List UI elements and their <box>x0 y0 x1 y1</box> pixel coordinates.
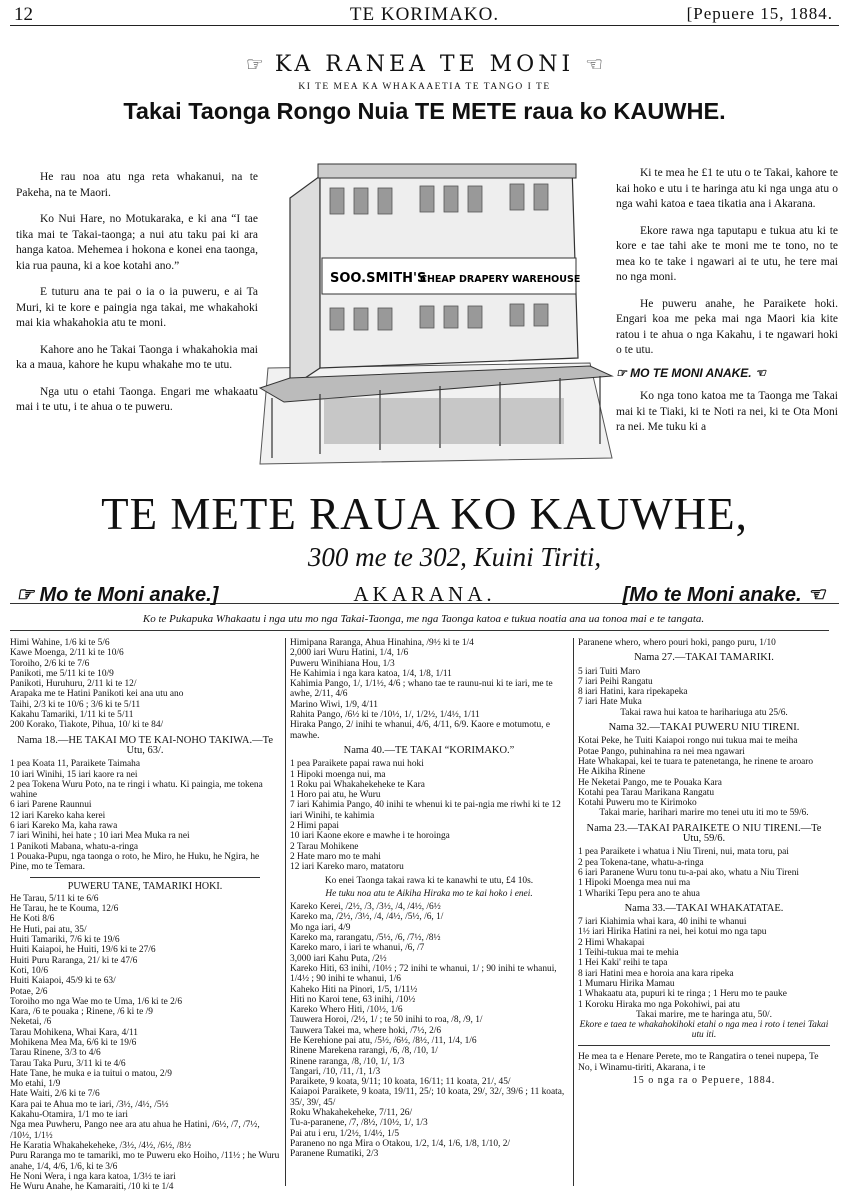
list-item: 2 Hate maro mo te mahi <box>290 851 381 862</box>
list-item: Puweru Winihiana Hou, 1/3 <box>290 658 395 669</box>
issue-date: [Pepuere 15, 1884. <box>686 4 833 23</box>
ad-headline-text: KA RANEA TE MONI <box>274 52 575 77</box>
list-item: Kotahi pea Tarau Marikana Rangatu <box>578 787 715 798</box>
item-list <box>10 894 280 1192</box>
list-item: Hiraka Pango, 2/ inihi te whanui, 4/6, 4/11, 6/9. Kaore e motumotu, e mawhe. <box>290 720 553 741</box>
price-column-1 <box>10 638 280 1192</box>
ad-right-paragraph: Ko nga tono katoa me ta Taonga me Takai mai ki te Tiaki, ki te Noti ra nei, ki te Ota Moni ra nei. Me tuku ki a <box>616 390 838 433</box>
section-heading: Nama 40.—TE TAKAI “KORIMAKO.” <box>343 744 515 756</box>
list-item: 2 Himi papai <box>290 821 339 832</box>
list-item: 1 Mumaru Hirika Mamau <box>578 978 675 989</box>
section-price: Ko enei Taonga takai rawa ki te kanawhi te utu, £4 10s. <box>324 875 534 886</box>
pointing-hand-left-icon: ☜ <box>585 52 604 76</box>
list-item: Kakahu Tamariki, 1/11 ki te 5/11 <box>10 710 134 721</box>
list-item: 8 iari Hatini mea e horoia ana kara ripeka <box>578 968 734 979</box>
list-item: Arapaka me te Hatini Panikoti kei ana utu ano <box>10 689 184 700</box>
firm-address: 300 me te 302, Kuini Tiriti, <box>307 542 602 572</box>
list-item: He Wuru Anahe, he Kamaraiti, /10 ki te 1/4 <box>10 1182 174 1192</box>
ad-headline <box>10 52 839 77</box>
section-heading: PUWERU TANE, TAMARIKI HOKI. <box>67 880 223 892</box>
imprint <box>578 1051 830 1086</box>
building-sign-text: SOO.SMITH'S <box>330 271 427 286</box>
list-item: Tangari, /10, /11, /1, 1/3 <box>290 1066 381 1077</box>
list-item: Panikoti, Huruhuru, 2/11 ki te 12/ <box>10 679 137 690</box>
column-divider <box>573 638 574 1186</box>
column-divider <box>285 638 286 1186</box>
list-item: 1 Teihi-tukua mai te mehia <box>578 948 679 959</box>
list-item: Nga mea Puwheru, Pango nee ara atu ahua he Hatini, /6½, /7, /7½, /10½, 1/1½ <box>10 1120 263 1141</box>
list-item: Taihi, 2/3 ki te 10/6 ; 3/6 ki te 5/11 <box>10 699 141 710</box>
section-heading: Nama 18.—HE TAKAI MO TE KAI-NOHO TAKIWA.—Te Utu, 63/. <box>17 734 273 756</box>
advertisement <box>10 26 839 604</box>
divider <box>10 630 829 631</box>
list-item: Kawe Moenga, 2/11 ki te 10/6 <box>10 648 124 659</box>
list-item: 1 Hipoki Moenga mea nui ma <box>578 878 691 889</box>
list-item: Neketai, /6 <box>10 1017 52 1028</box>
section-heading: Nama 23.—TAKAI PARAIKETE O NIU TIRENI.—Te Utu, 59/6. <box>586 822 822 845</box>
list-item: Rahita Pango, /6½ ki te /10½, 1/, 1/2½, 1/4½, 1/11 <box>290 710 480 721</box>
list-item: 1 Hipoki moenga nui, ma <box>290 769 386 780</box>
item-list <box>290 759 568 872</box>
list-item: Kareko Kerei, /2½, /3, /3½, /4, /4½, /6½ <box>290 902 441 913</box>
list-item: Koti, 10/6 <box>10 965 49 976</box>
list-item: 5 iari Tuiti Maro <box>578 666 641 677</box>
list-item: Potae Pango, puhinahina ra nei mea ngawari <box>578 746 745 757</box>
list-item: Paraikete, 9 koata, 9/11; 10 koata, 16/11; 11 koata, 21/, 45/ <box>290 1077 511 1088</box>
list-item: He Kerehione pai atu, /5½, /6½, /8½, /11, 1/4, 1/6 <box>290 1035 477 1046</box>
item-list <box>578 847 830 898</box>
list-item: 1 pea Koata 11, Paraikete Taimaha <box>10 759 141 770</box>
list-item: Puru Raranga mo te tamariki, mo te Puweru eko Hoiho, /11½ ; he Wuru anahe, 1/4, 4/6, 1/6, ki te 3/6 <box>10 1151 282 1172</box>
list-item: He Huti, pai atu, 35/ <box>10 924 87 935</box>
list-item: Pai atu i eru, 1/2½, 1/4½, 1/5 <box>290 1128 400 1139</box>
divider <box>578 1045 830 1046</box>
list-item: Kakahu-Otamira, 1/1 mo te iari <box>10 1110 128 1121</box>
price-column-3 <box>578 638 830 1086</box>
section-heading: Nama 33.—TAKAI WHAKATATAE. <box>624 902 784 914</box>
list-item: Toroiho mo nga Wae mo te Uma, 1/6 ki te 2/6 <box>10 996 183 1007</box>
ad-left-paragraph: Ko Nui Hare, no Motukaraka, e ki ana “I tae tika mai te Takai-taonga; a nui atu taku pai ki ara hanga katoa. Mehemea i hokona e konei ena taonga, kia rua pauna, ki a koe kotahi ano.” <box>16 213 258 272</box>
list-item: Kareko ma, rarangatu, /5½, /6, /7½, /8½ <box>290 933 441 944</box>
list-item: He Tarau, he te Kouma, 12/6 <box>10 904 119 915</box>
list-item: Kotai Peke, he Tuiti Kaiapoi rongo nui tukua mai te meiha <box>578 736 798 747</box>
list-item: Roku Whakahekeheke, 7/11, 26/ <box>290 1108 413 1119</box>
ad-left-paragraph: Nga utu o etahi Taonga. Engari me whakaatu mai i te utu, i te ahua o te puweru. <box>16 385 258 413</box>
list-item: 7 iari Hate Muka <box>578 697 642 708</box>
cash-only-note: ☞ MO TE MONI ANAKE. ☜ <box>616 365 766 380</box>
catalogue-intro: Ko te Pukapuka Whakaatu i nga utu mo nga Takai-Taonga, me nga Taonga katoa e tukua noatia ana ua tonoa mai e te tangata. <box>142 613 705 625</box>
list-item: Hiti no Karoi tene, 63 inihi, /10½ <box>290 994 416 1005</box>
ad-subheadline: KI TE MEA KA WHAKAAETIA TE TANGO I TE <box>298 82 551 92</box>
list-item: Rinene raranga, /8, /10, 1/, 1/3 <box>290 1056 405 1067</box>
section-note: He tuku noa atu te Aikiha Hiraka mo te kai hoko i enei. <box>325 888 533 899</box>
list-item: 12 iari Kareko kaha kerei <box>10 810 106 821</box>
item-list <box>578 736 830 808</box>
list-item: Panikoti, me 5/11 ki te 10/9 <box>10 668 114 679</box>
list-item: Tauwera Takei ma, where hoki, /7½, 2/6 <box>290 1025 442 1036</box>
imprint-text: He mea ta e Henare Perete, mo te Rangatira o tenei nupepa, Te No, i Winamu-tiriti, Akarana, i te <box>578 1050 819 1073</box>
list-item: Rinene Marekena rarangi, /6, /8, /10, 1/ <box>290 1046 438 1057</box>
cash-only-left: ☞ Mo te Moni anake.] <box>16 584 219 606</box>
item-list <box>290 638 568 741</box>
list-item: 8 iari Hatini, kara ripekapeka <box>578 687 688 698</box>
list-item: Kareko maro, i iari te whanui, /6, /7 <box>290 943 425 954</box>
list-item: 10 iari Winihi, 15 iari kaore ra nei <box>10 769 138 780</box>
list-item: Paraneno no nga Mira o Otakou, 1/2, 1/4, 1/6, 1/8, 1/10, 2/ <box>290 1138 511 1149</box>
ad-right-paragraph: He puweru anahe, he Paraikete hoki. Engari koa me peka mai nga Maori kia kite ratou i te ahua o nga Kakahu, i te ngawari hoki o te utu. <box>616 297 838 356</box>
divider <box>30 877 260 878</box>
section-heading: Nama 27.—TAKAI TAMARIKI. <box>634 652 774 664</box>
list-item: 6 iari Paranene Wuru tonu tu-a-pai ako, whatu a Niu Tireni <box>578 867 800 878</box>
building-sign-text-2: CHEAP DRAPERY WAREHOUSE <box>420 274 581 285</box>
list-item: 1 Panikoti Mabana, whatu-a-ringa <box>10 841 139 852</box>
list-item: Toroiho, 2/6 ki te 7/6 <box>10 658 90 669</box>
ad-left-column <box>16 170 258 427</box>
list-item: Huiti Tamariki, 7/6 ki te 19/6 <box>10 935 120 946</box>
list-item: 1½ iari Hirika Hatini ra nei, hei kotui mo nga tapu <box>578 927 767 938</box>
list-item: 1 pea Paraikete i whatua i Niu Tireni, nui, mata toru, pai <box>578 847 789 858</box>
list-item: 1 Hei Kaki' reihi te tapa <box>578 958 668 969</box>
list-item: Kareko Whero Hiti, /10½, 1/6 <box>290 1005 403 1016</box>
list-item: 7 iari Kiahimia whai kara, 40 inihi te whanui <box>578 917 747 928</box>
list-item: Kareko ma, /2½, /3½, /4, /4½, /5½, /6, 1/ <box>290 912 444 923</box>
list-item: 1 Roku pai Whakahekeheke te Kara <box>290 779 425 790</box>
list-item: Kareko Hiti, 63 inihi, /10½ ; 72 inihi te whanui, 1/ ; 90 inihi te whanui, 1/4½ ; 90 inihi te whanui, 1/6 <box>290 963 559 985</box>
ad-left-paragraph: He rau noa atu nga reta whakanui, na te Pakeha, na te Maori. <box>16 171 258 199</box>
list-item: Paranene Rumatiki, 2/3 <box>290 1149 379 1160</box>
list-item: Paranene whero, whero pouri hoki, pango puru, 1/10 <box>578 638 776 648</box>
list-item: 200 Korako, Tiakote, Pihua, 10/ ki te 84/ <box>10 720 164 731</box>
list-item: 6 iari Parene Raunnui <box>10 800 92 811</box>
list-item: 1 Whakaatu ata, pupuri ki te ringa ; 1 Heru mo te pauke <box>578 989 787 1000</box>
list-item: 1 Whariki Tepu pera ano te ahua <box>578 888 700 899</box>
list-item: Mo etahi, 1/9 <box>10 1079 61 1090</box>
section-price: Takai rawa hui katoa te harihariuga atu 25/6. <box>620 707 788 718</box>
list-item: Huiti Puru Raranga, 21/ ki te 47/6 <box>10 955 138 966</box>
list-item: 7 iari Peihi Rangatu <box>578 676 653 687</box>
pointing-hand-right-icon: ☞ <box>245 52 264 76</box>
list-item: He Neketai Pango, me te Pouaka Kara <box>578 777 722 788</box>
list-item: Kotahi Puweru mo te Kirimoko <box>578 798 697 809</box>
list-item: 2,000 iari Wuru Hatini, 1/4, 1/6 <box>290 648 409 659</box>
list-item: 2 Tarau Mohikene <box>290 841 359 852</box>
masthead <box>10 4 839 26</box>
list-item: Himipana Raranga, Ahua Hinahina, /9½ ki te 1/4 <box>290 638 474 648</box>
list-item: 2 pea Tokena Wuru Poto, na te ringi i whatu. Ki paingia, me tokena wahine <box>10 779 266 801</box>
section-heading: Nama 32.—TAKAI PUWERU NIU TIRENI. <box>608 722 800 734</box>
ad-right-column <box>616 166 838 447</box>
list-item: 3,000 iari Kahu Puta, /2½ <box>290 953 387 964</box>
item-list <box>10 638 280 731</box>
list-item: He Aikiha Rinene <box>578 767 646 778</box>
item-list <box>578 667 830 708</box>
list-item: Kara, /6 te pouaka ; Rinene, /6 ki te /9 <box>10 1007 153 1018</box>
list-item: Hate Waiti, 2/6 ki te 7/6 <box>10 1089 100 1100</box>
list-item: Tauwera Horoi, /2½, 1/ ; te 50 inihi to roa, /8, /9, 1/ <box>290 1015 483 1026</box>
list-item: Tarau Mohikena, Whai Kara, 4/11 <box>10 1027 138 1038</box>
list-item: Himi Wahine, 1/6 ki te 5/6 <box>10 638 110 648</box>
list-item: He Tarau, 5/11 ki te 6/6 <box>10 893 99 904</box>
list-item: 7 iari Winihi, hei hate ; 10 iari Mea Muka ra nei <box>10 831 190 842</box>
list-item: 2 Himi Whakapai <box>578 937 645 948</box>
list-item: Potae, 2/6 <box>10 986 48 997</box>
list-item: 1 Horo pai atu, he Wuru <box>290 790 381 801</box>
firm-city: AKARANA. <box>353 582 496 606</box>
ad-right-paragraph: Ki te mea he £1 te utu o te Takai, kahore te kai hoko e utu i te haringa atu ki nga unga atu o nga wahi katoa e taea tikatia ana i Akarana. <box>616 167 838 210</box>
item-list <box>290 902 568 1159</box>
page-number: 12 <box>14 4 33 25</box>
list-item: 7 iari Kahimia Pango, 40 inihi te whenui ki te pai-ngia me riwhi ki te 12 iari Winihi, te kahimia <box>290 800 564 821</box>
ad-banner: Takai Taonga Rongo Nuia TE METE raua ko KAUWHE. <box>123 98 726 124</box>
price-column-2 <box>290 638 568 1160</box>
list-item: Huiti Kaiapoi, 45/9 ki te 63/ <box>10 976 116 987</box>
section-price: Takai marie, harihari marire mo tenei utu iti mo te 59/6. <box>599 808 809 819</box>
list-item: 1 Pouaka-Pupu, nga taonga o roto, he Miro, he Huku, he Ngira, he Pine, mo te Temara. <box>10 851 262 873</box>
list-item: Huiti Kaiapoi, he Huiti, 19/6 ki te 27/6 <box>10 945 156 956</box>
list-item: Kahimia Pango, 1/, 1/1½, 4/6 ; whano tae te raunu-nui ki te iari, me te awhe, 2/11, 4/6 <box>290 679 556 700</box>
list-item: He Karatia Whakahekeheke, /3½, /4½, /6½, /8½ <box>10 1140 192 1151</box>
ad-right-paragraph: Ekore rawa nga taputapu e tukua atu ki te kore e tae tahi ake te moni me te tono, no te mea ko te take i ngawari ai te utu, he tere mai no nga moni. <box>616 224 838 283</box>
list-item: 12 iari Kareko maro, matatoru <box>290 862 404 873</box>
list-item: Kaheko Hiti na Pinori, 1/5, 1/11½ <box>290 984 418 995</box>
list-item: He Koti 8/6 <box>10 914 55 925</box>
list-item: He Kahimia i nga kara katoa, 1/4, 1/8, 1/11 <box>290 668 452 679</box>
imprint-date: 15 o nga ra o Pepuere, 1884. <box>632 1074 776 1086</box>
cash-only-right: [Mo te Moni anake. ☜ <box>622 584 825 606</box>
list-item: Tarau Taka Puru, 3/11 ki te 4/6 <box>10 1058 126 1069</box>
ad-left-paragraph: E tuturu ana te pai o ia o ia puweru, e ai Ta Muri, ki te kore e paingia nga takai, me whakahoki mai kia whakahokia atu te moni. <box>16 286 258 329</box>
section-note: Ekore e taea te whakahokihoki etahi o nga mea i roto i tenei Takai utu iti. <box>579 1020 829 1041</box>
list-item: 1 Koroku Hiraka mo nga Pokohiwi, pai atu <box>578 999 740 1010</box>
list-item: Hate Whakapai, kei te tuara te patenetanga, he rinene te aroaro <box>578 756 814 767</box>
section-price: Takai marire, me te haringa atu, 50/. <box>635 1009 772 1020</box>
list-item: 10 iari Kaone ekore e mawhe i te horoinga <box>290 831 450 842</box>
item-list <box>10 759 280 872</box>
price-lists <box>10 638 830 1192</box>
list-item: Kaiapoi Paraikete, 9 koata, 19/11, 25/; 10 koata, 29/, 32/, 39/6 ; 11 koata, 35/, 39/, 45/ <box>290 1087 567 1108</box>
list-item: He Noni Wera, i nga kara katoa, 1/3½ te iari <box>10 1171 176 1182</box>
list-item: Tarau Rinene, 3/3 to 4/6 <box>10 1048 101 1059</box>
list-item: 2 pea Tokena-tane, whatu-a-ringa <box>578 857 704 868</box>
item-list <box>578 917 830 1010</box>
building-engraving <box>260 158 612 478</box>
list-item: Marino Wiwi, 1/9, 4/11 <box>290 699 378 710</box>
list-item: Mo nga iari, 4/9 <box>290 922 351 933</box>
list-item: 6 iari Kareko Ma, kaha rawa <box>10 821 118 832</box>
list-item: Mohikena Mea Ma, 6/6 ki te 19/6 <box>10 1037 137 1048</box>
list-item: Kara pai te Ahua mo te iari, /3½, /4½, /5½ <box>10 1099 169 1110</box>
list-item: Hate Tane, he muka e ia tuitui o matou, 2/9 <box>10 1068 172 1079</box>
paper-name: TE KORIMAKO. <box>349 4 500 25</box>
list-item: Tu-a-paranene, /7, /8½, /10½, 1/, 1/3 <box>290 1118 428 1129</box>
ad-left-paragraph: Kahore ano he Takai Taonga i whakahokia mai ka a maua, kahore he kupu whakahe mo te utu. <box>16 343 258 371</box>
firm-name: TE METE RAUA KO KAUWHE, <box>101 489 748 539</box>
list-item: 1 pea Paraikete papai rawa nui hoki <box>290 759 424 770</box>
